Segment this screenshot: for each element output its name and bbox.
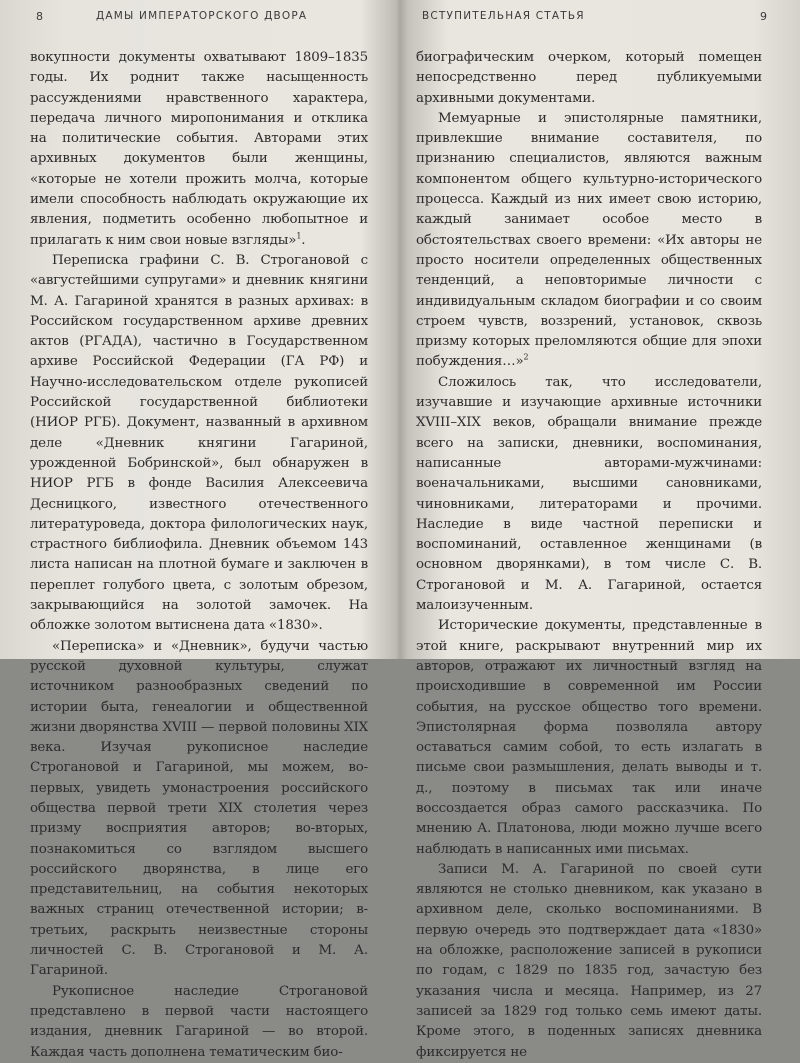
left-page-number: 8 xyxy=(36,10,43,23)
left-page xyxy=(0,0,396,1060)
left-paragraph-1-tail: . xyxy=(301,232,306,248)
left-paragraph-1-text: вокупности документы охватывают 1809–1835 годы. Их роднит также насыщенность рассуждениями нравственного характера, передача личного миропонимания и отклика на политические события. Авторами этих архивных документов были женщины, «которые не хотели прожить молча, которые имели способность наблюдать окружающие их явления, подметить особенно любопытное и прилагать к ним свои новые взгляды» xyxy=(30,50,368,248)
left-paragraph-1 xyxy=(30,48,368,251)
left-paragraph-2: Переписка графини С. В. Строгановой с «августейшими супругами» и дневник княгини М. А. Гагариной хранятся в разных архивах: в Российском государственном архиве древних актов (РГАДА), частично в Государственном архиве Российской Федерации (ГА РФ) и Научно-исследовательском отделе рукописей Российской государственной библиотеки (НИОР РГБ). Документ, названный в архивном деле «Дневник княгини Гагариной, урожденной Бобринской», был обнаружен в НИОР РГБ в фонде Василия Алексеевича Десницкого, известного отечественного литературоведа, доктора филологических наук, страстного библиофила. Дневник объемом 143 листа написан на плотной бумаге и заключен в переплет голубого цвета, с золотым обрезом, закрывающийся на золотой замочек. На обложке золотом вытиснена дата «1830». xyxy=(30,252,368,634)
left-paragraph-4: Рукописное наследие Строгановой представлено в первой части настоящего издания, дневник Гагариной — во второй. Каждая часть дополнена тематическим био- xyxy=(30,983,368,1060)
right-page xyxy=(404,0,800,1060)
right-running-head: ВСТУПИТЕЛЬНАЯ СТАТЬЯ xyxy=(422,10,585,22)
right-paragraph-2 xyxy=(416,109,762,373)
left-page-text xyxy=(30,48,368,1063)
right-paragraph-2-text: Мемуарные и эпистолярные памятники, привлекшие внимание составителя, по признанию специалистов, являются важным компонентом общего культурно-исторического процесса. Каждый из них имеет свою историю, каждый занимает особое место в обстоятельствах своего времени: «Их авторы не просто носители определенных общественных тенденций, а неповторимые личности с индивидуальным складом биографии и со своим строем чувств, воззрений, установок, сквозь призму которых преломляются общие для эпохи побуждения…» xyxy=(416,110,762,370)
footnote-mark-2: 2 xyxy=(523,352,529,362)
left-paragraph-3: «Переписка» и «Дневник», будучи частью русской духовной культуры, служат источником разнообразных сведений по истории быта, генеалогии и общественной жизни дворянства XVIII — первой половины XIX века. Изучая рукописное наследие Строгановой и Гагариной, мы можем, во-первых, увидеть умонастроения российского общества первой трети XIX столетия через призму восприятия авторов; во-вторых, познакомиться со взглядом высшего российского дворянства, в лице его представительниц, на события некоторых важных страниц отечественной истории; в-третьих, раскрыть неизвестные стороны личностей С. В. Строгановой и М. А. Гагариной. xyxy=(30,638,368,979)
right-paragraph-1: биографическим очерком, который помещен непосредственно перед публикуемыми архивными документами. xyxy=(416,50,762,106)
right-paragraph-5: Записи М. А. Гагариной по своей сути являются не столько дневником, как указано в архивном деле, сколько воспоминаниями. В первую очередь это подтверждает дата «1830» на обложке, расположение записей в рукописи по годам, с 1829 по 1835 год, зачастую без указания числа и месяца. Например, из 27 записей за 1829 год только семь имеют даты. Кроме этого, в поденных записях дневника фиксируется не xyxy=(416,861,762,1060)
right-paragraph-4: Исторические документы, представленные в этой книге, раскрывают внутренний мир их авторов, отражают их личностный взгляд на происходившие в современной им России события, на русское общество того времени. Эпистолярная форма позволяла автору оставаться самим собой, то есть излагать в письме свои размышления, делать выводы и т. д., поэтому в письмах так или иначе воссоздается образ самого рассказчика. По мнению А. Платонова, люди можно лучше всего наблюдать в написанных ими письмах. xyxy=(416,618,762,857)
right-page-number: 9 xyxy=(760,10,767,23)
right-page-text xyxy=(416,48,762,1063)
left-running-head: ДАМЫ ИМПЕРАТОРСКОГО ДВОРА xyxy=(96,10,308,22)
right-paragraph-3: Сложилось так, что исследователи, изучавшие и изучающие архивные источники XVIII–XIX веков, обращали внимание прежде всего на записки, дневники, воспоминания, написанные авторами-мужчинами: военачальниками, высшими сановниками, чиновниками, литераторами и прочими. Наследие в виде частной переписки и воспоминаний, оставленное женщинами (в основном дворянками), в том числе С. В. Строгановой и М. А. Гагариной, остается малоизученным. xyxy=(416,374,762,614)
footnote-mark-1: 1 xyxy=(296,231,302,241)
